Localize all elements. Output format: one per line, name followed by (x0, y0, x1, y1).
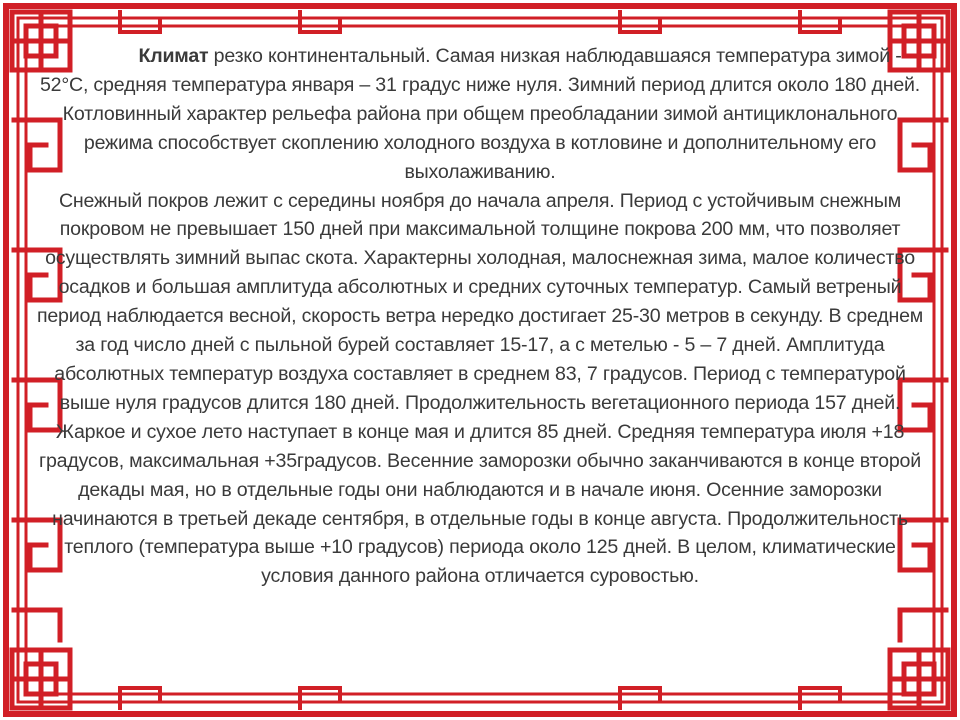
paragraph-2: Снежный покров лежит с середины ноября до начала апреля. Период с устойчивым снежным покровом не превышает 150 дней при максимальной толщине покрова 200 мм, что позволяет осуществлять зимний выпас скота. Характерны холодная, малоснежная зима, малое количество осадков и большая амплитуда абсолютных и средних суточных температур. Самый ветреный период наблюдается весной, скорость ветра нередко достигает 25-30 метров в секунду. В среднем за год число дней с пыльной бурей составляет 15-17, а с метелью - 5 – 7 дней. Амплитуда абсолютных температур воздуха составляет в среднем 83, 7 градусов. Период с температурой выше нуля градусов длится 180 дней. Продолжительность вегетационного периода 157 дней. (36, 189, 924, 414)
bottom-side-motifs (120, 688, 840, 708)
climate-text-block (36, 42, 924, 591)
paragraph-lead-word: Климат (138, 45, 209, 67)
corner-knot-bottom-right (890, 650, 948, 708)
paragraph-3: Жаркое и сухое лето наступает в конце мая и длится 85 дней. Средняя температура июля +18 градусов, максимальная +35градусов. Весенние заморозки обычно заканчиваются в конце второй декады мая, но в отдельные годы они наблюдаются и в начале июня. Осенние заморозки начинаются в третьей декаде сентября, в отдельные годы в конце августа. Продолжительность теплого (температура выше +10 градусов) периода около 125 дней. В целом, климатические условия данного района отличается суровостью. (39, 420, 921, 588)
paragraph-1 (36, 42, 924, 187)
paragraph-1-text: резко континентальный. Самая низкая наблюдавшаяся температура зимой - 52°С, средняя температура января – 31 градус ниже нуля. Зимний период длится около 180 дней. Котловинный характер рельефа района при общем преобладании зимой антициклонального режима способствует скоплению холодного воздуха в котловине и дополнительному его выхолаживанию. (39, 45, 921, 183)
top-side-motifs (120, 12, 840, 32)
corner-knot-bottom-left (12, 650, 70, 708)
